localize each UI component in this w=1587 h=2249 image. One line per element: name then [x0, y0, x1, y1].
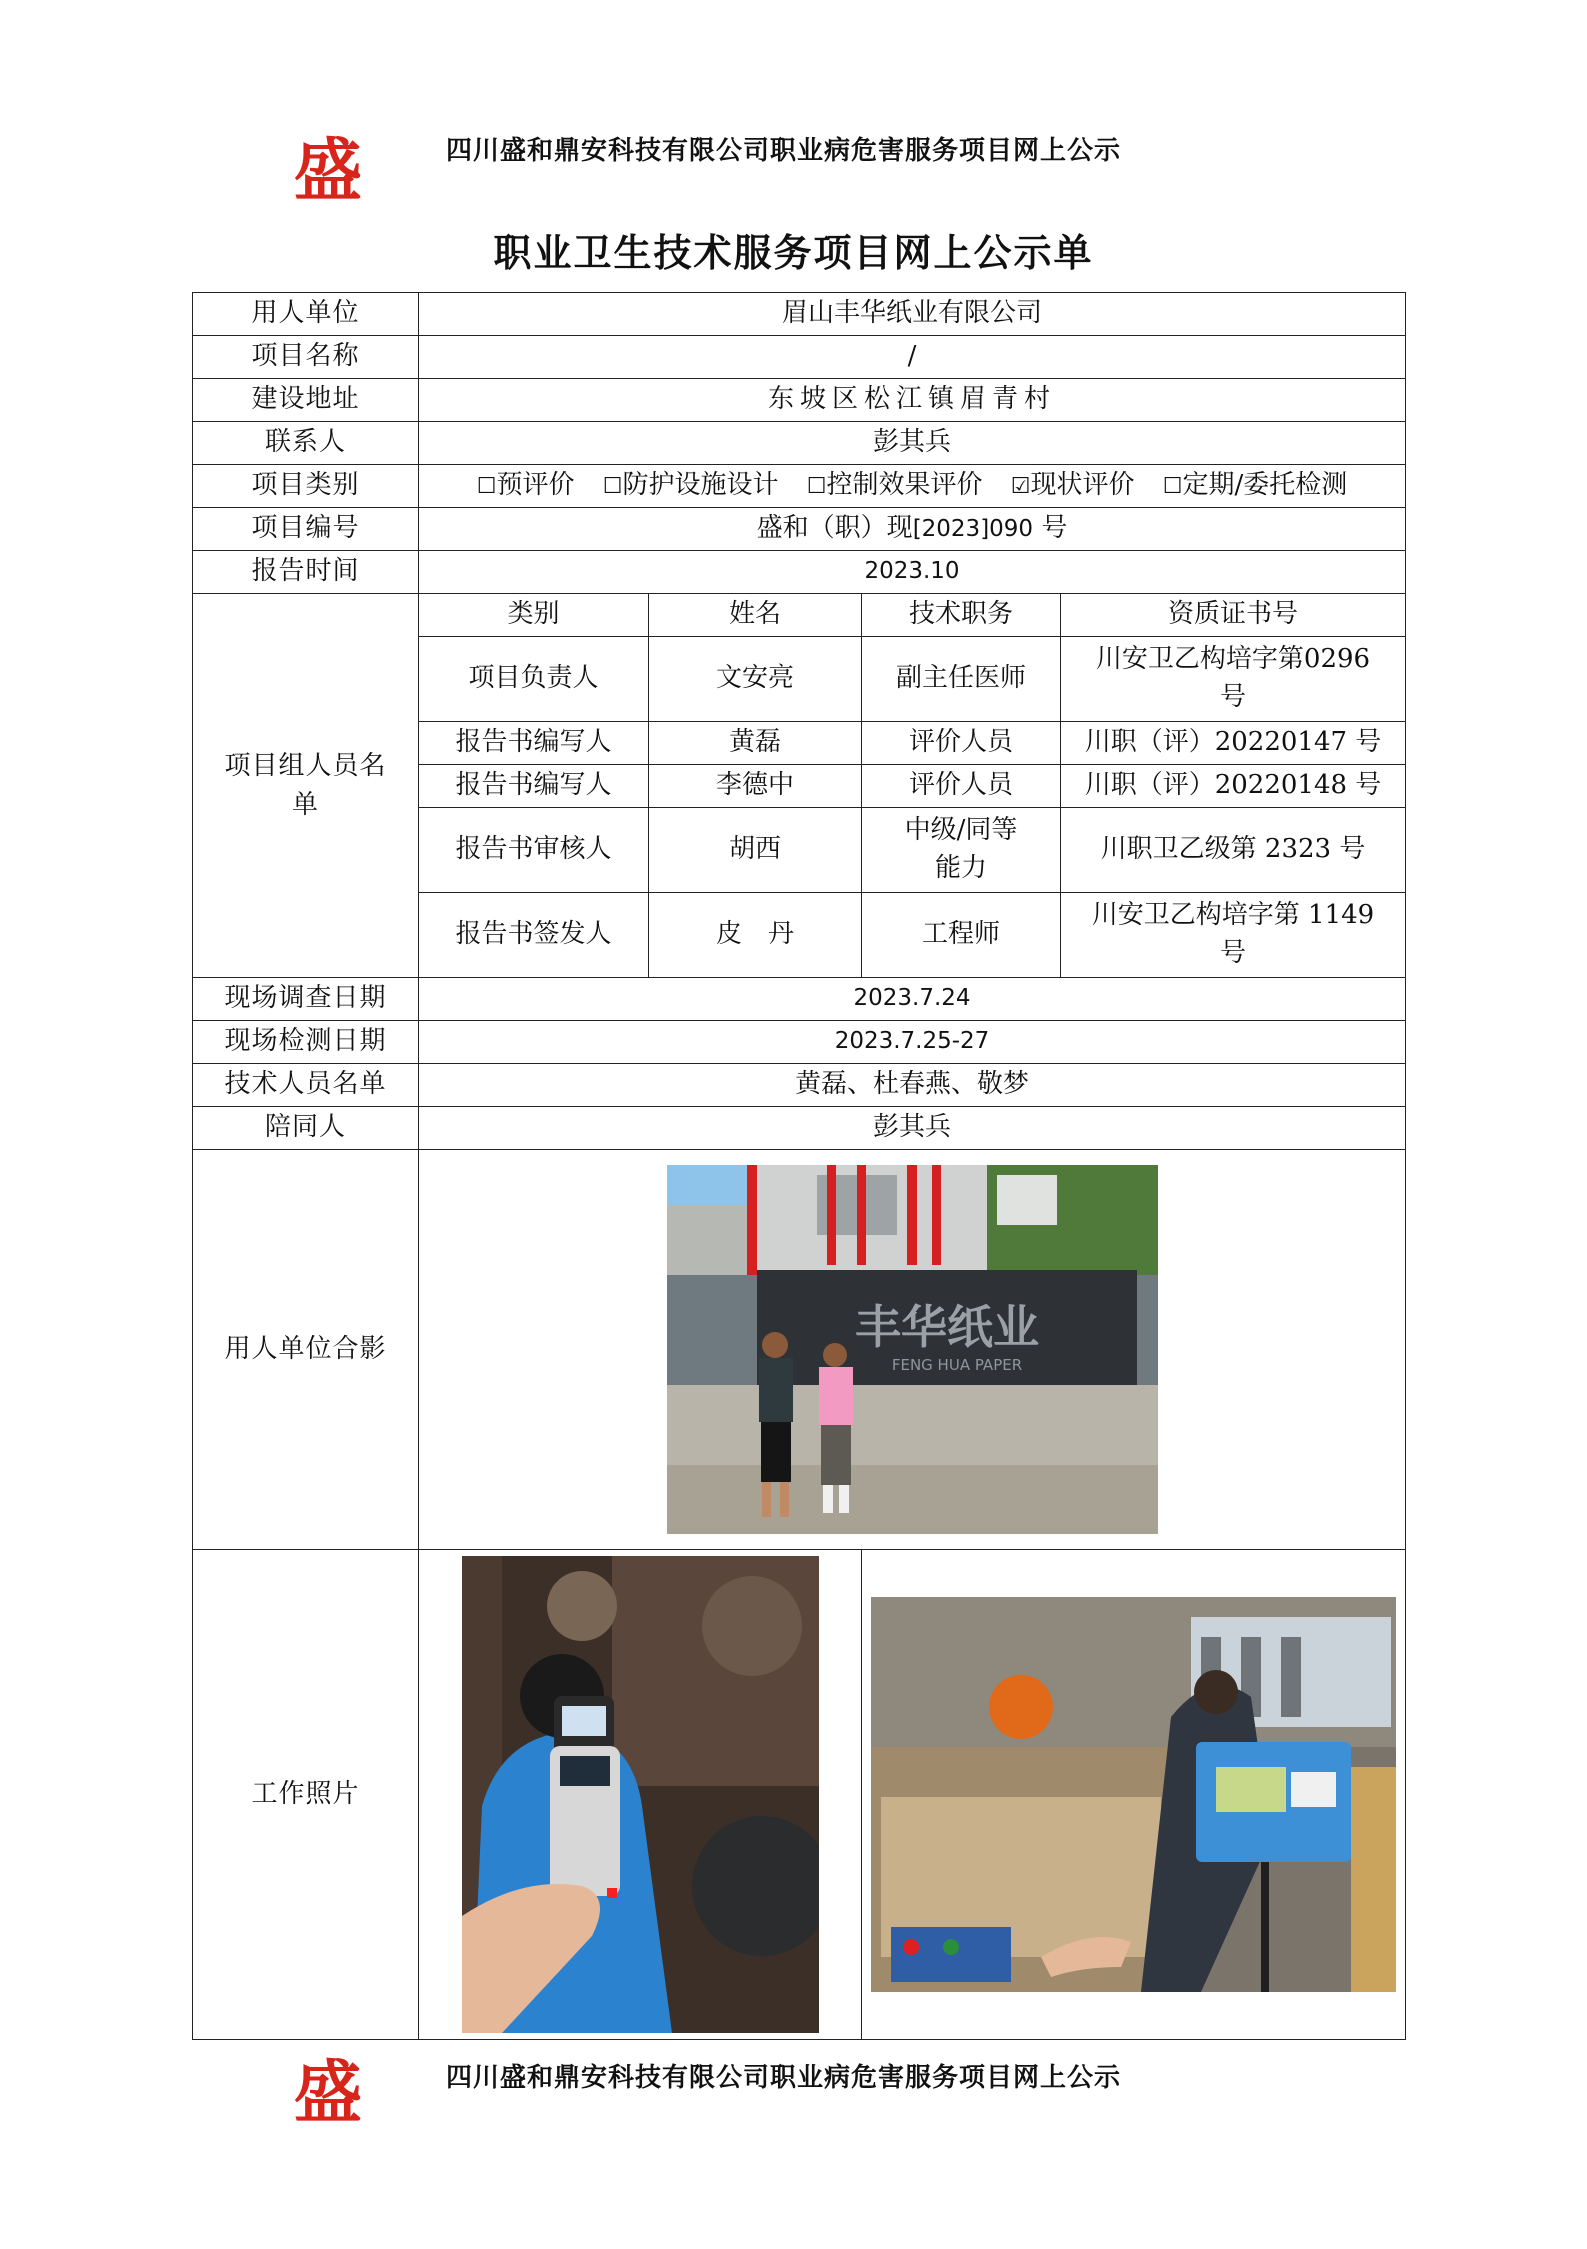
company-logo-top [290, 130, 366, 208]
member-role: 报告书审核人 [419, 808, 649, 893]
category-label: 项目类别 [193, 465, 419, 508]
category-option-status: ☑现状评价 [1010, 470, 1135, 501]
address-value: 东坡区松江镇眉青村 [419, 379, 1406, 422]
member-title: 中级/同等能力 [862, 808, 1061, 893]
row-project-name [193, 336, 1406, 379]
row-test-date [193, 1021, 1406, 1064]
member-title: 评价人员 [862, 722, 1061, 765]
member-name: 李德中 [649, 765, 862, 808]
technicians-label: 技术人员名单 [193, 1064, 419, 1107]
checkbox-icon: ☐ [476, 474, 497, 500]
member-cert: 川职卫乙级第 2323 号 [1061, 808, 1406, 893]
member-title: 副主任医师 [862, 637, 1061, 722]
member-role: 项目负责人 [419, 637, 649, 722]
page-title: 职业卫生技术服务项目网上公示单 [493, 230, 1094, 275]
svg-text:丰华纸业: 丰华纸业 [854, 1300, 1039, 1354]
accompany-value: 彭其兵 [419, 1107, 1406, 1150]
work-photos-label: 工作照片 [193, 1550, 419, 2040]
company-logo-bottom [290, 2052, 366, 2130]
member-title: 工程师 [862, 893, 1061, 978]
checkbox-icon: ☐ [1162, 474, 1183, 500]
team-header-role: 类别 [419, 594, 649, 637]
member-cert: 川职（评）20220148 号 [1061, 765, 1406, 808]
team-header-row [193, 594, 1406, 637]
row-survey-date [193, 978, 1406, 1021]
employer-label: 用人单位 [193, 293, 419, 336]
row-project-no [193, 508, 1406, 551]
contact-label: 联系人 [193, 422, 419, 465]
survey-date-value: 2023.7.24 [419, 978, 1406, 1021]
team-header-title: 技术职务 [862, 594, 1061, 637]
group-photo-cell [419, 1150, 1406, 1550]
work-photo-noise-meter [462, 1556, 819, 2033]
member-name: 胡西 [649, 808, 862, 893]
member-name: 黄磊 [649, 722, 862, 765]
member-role: 报告书签发人 [419, 893, 649, 978]
row-group-photo [193, 1150, 1406, 1550]
team-header-cert: 资质证书号 [1061, 594, 1406, 637]
category-option-control: ☐控制效果评价 [806, 470, 983, 501]
work-photo-cell-2 [862, 1550, 1406, 2040]
report-time-label: 报告时间 [193, 551, 419, 594]
row-technicians [193, 1064, 1406, 1107]
project-name-label: 项目名称 [193, 336, 419, 379]
notice-table [192, 292, 1406, 2040]
svg-text:FENG HUA PAPER: FENG HUA PAPER [891, 1356, 1022, 1374]
category-option-design: ☐防护设施设计 [602, 470, 779, 501]
member-cert: 川职（评）20220147 号 [1061, 722, 1406, 765]
member-role: 报告书编写人 [419, 765, 649, 808]
member-title: 评价人员 [862, 765, 1061, 808]
team-header-name: 姓名 [649, 594, 862, 637]
project-no-label: 项目编号 [193, 508, 419, 551]
category-options [419, 465, 1406, 508]
row-report-time [193, 551, 1406, 594]
team-label: 项目组人员名单 [193, 594, 419, 978]
member-name: 皮 丹 [649, 893, 862, 978]
footer-company-notice: 四川盛和鼎安科技有限公司职业病危害服务项目网上公示 [446, 2063, 1122, 2093]
work-photo-dust-sampler [871, 1597, 1396, 1992]
technicians-value: 黄磊、杜春燕、敬梦 [419, 1064, 1406, 1107]
member-role: 报告书编写人 [419, 722, 649, 765]
header-company-notice: 四川盛和鼎安科技有限公司职业病危害服务项目网上公示 [446, 136, 1122, 166]
project-name-value: / [419, 336, 1406, 379]
member-name: 文安亮 [649, 637, 862, 722]
work-photo-cell-1 [419, 1550, 862, 2040]
group-photo [667, 1165, 1158, 1534]
report-time-value: 2023.10 [419, 551, 1406, 594]
address-label: 建设地址 [193, 379, 419, 422]
survey-date-label: 现场调查日期 [193, 978, 419, 1021]
category-option-periodic: ☐定期/委托检测 [1162, 470, 1348, 501]
accompany-label: 陪同人 [193, 1107, 419, 1150]
row-employer [193, 293, 1406, 336]
row-work-photos [193, 1550, 1406, 2040]
row-contact [193, 422, 1406, 465]
category-option-pre-eval: ☐预评价 [476, 470, 575, 501]
svg-text:盛: 盛 [293, 131, 363, 208]
project-no-value: 盛和（职）现[2023]090 号 [419, 508, 1406, 551]
contact-value: 彭其兵 [419, 422, 1406, 465]
row-accompany [193, 1107, 1406, 1150]
svg-text:盛: 盛 [293, 2053, 363, 2130]
employer-value: 眉山丰华纸业有限公司 [419, 293, 1406, 336]
test-date-label: 现场检测日期 [193, 1021, 419, 1064]
row-category [193, 465, 1406, 508]
member-cert: 川安卫乙构培字第0296号 [1061, 637, 1406, 722]
checked-checkbox-icon: ☑ [1010, 474, 1031, 500]
group-photo-label: 用人单位合影 [193, 1150, 419, 1550]
checkbox-icon: ☐ [806, 474, 827, 500]
member-cert: 川安卫乙构培字第 1149 号 [1061, 893, 1406, 978]
checkbox-icon: ☐ [602, 474, 623, 500]
test-date-value: 2023.7.25-27 [419, 1021, 1406, 1064]
row-address [193, 379, 1406, 422]
